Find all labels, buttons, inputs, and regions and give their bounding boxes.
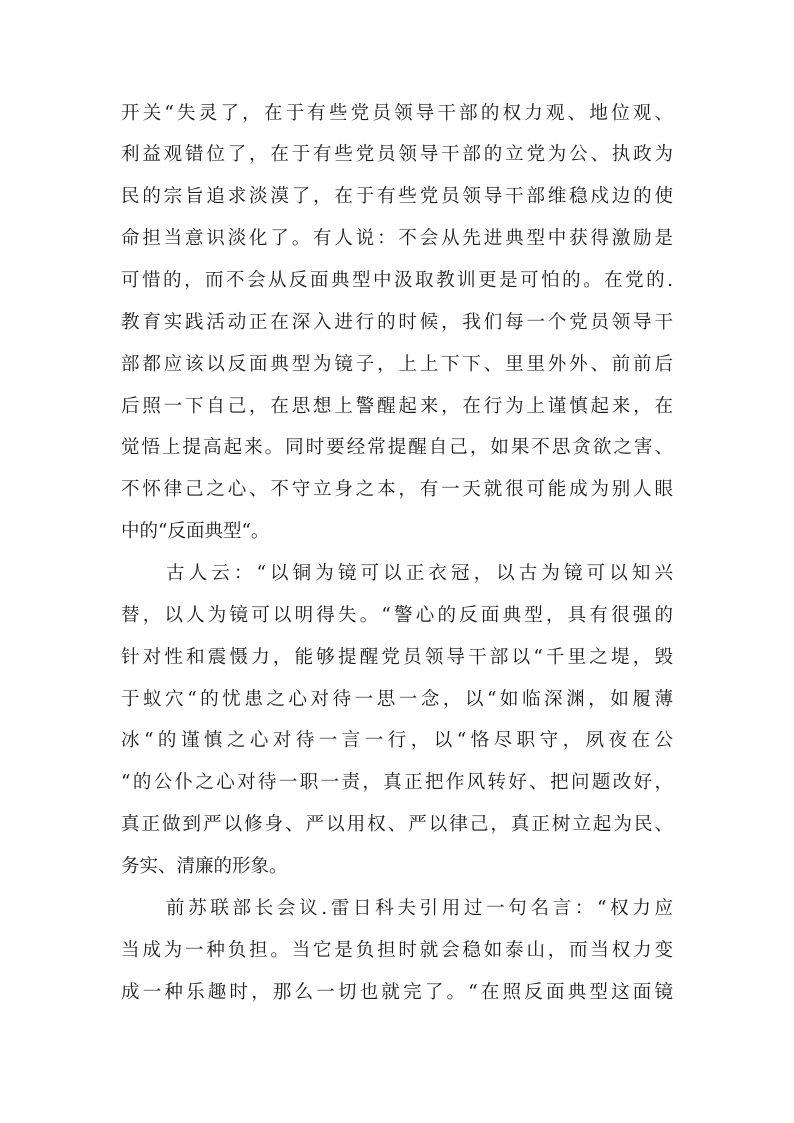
text-line: 成一种乐趣时，那么一切也就完了。“在照反面典型这面镜 (121, 982, 673, 1003)
text-line: 后照一下自己，在思想上警醒起来，在行为上谨慎起来，在 (121, 396, 673, 417)
text-line: 利益观错位了，在于有些党员领导干部的立党为公、执政为 (121, 144, 673, 165)
text-line: 真正做到严以修身、严以用权、严以律己，真正树立起为民、 (121, 814, 673, 835)
text-line: 中的“反面典型“。 (121, 521, 270, 542)
text-line: 部都应该以反面典型为镜子，上上下下、里里外外、前前后 (121, 354, 673, 375)
paragraph-first-line: 古人云：“以铜为镜可以正衣冠，以古为镜可以知兴 (166, 563, 673, 584)
text-line: 当成为一种负担。当它是负担时就会稳如泰山，而当权力变 (121, 940, 673, 961)
text-line: 不怀律己之心、不守立身之本，有一天就很可能成为别人眼 (121, 479, 673, 500)
text-line: 于蚁穴“的忧患之心对待一思一念，以“如临深渊，如履薄 (121, 689, 673, 710)
text-line: 教育实践活动正在深入进行的时候，我们每一个党员领导干 (121, 312, 673, 333)
text-line: 务实、清廉的形象。 (121, 856, 288, 877)
text-line: 民的宗旨追求淡漠了，在于有些党员领导干部维稳戍边的使 (121, 186, 673, 207)
text-line: 替，以人为镜可以明得失。“警心的反面典型，具有很强的 (121, 605, 673, 626)
text-line: 可惜的，而不会从反面典型中汲取教训更是可怕的。在党的. (121, 270, 673, 291)
text-line: 命担当意识淡化了。有人说：不会从先进典型中获得激励是 (121, 228, 673, 249)
text-line: 冰“的谨慎之心对待一言一行，以“恪尽职守，夙夜在公 (121, 730, 673, 751)
text-line: 开关“失灵了，在于有些党员领导干部的权力观、地位观、 (121, 103, 673, 124)
text-line: “的公仆之心对待一职一责，真正把作风转好、把问题改好， (121, 772, 673, 793)
text-line: 觉悟上提高起来。同时要经常提醒自己，如果不思贪欲之害、 (121, 437, 673, 458)
paragraph-first-line: 前苏联部长会议.雷日科夫引用过一句名言：“权力应 (166, 898, 673, 919)
text-line: 针对性和震慑力，能够提醒党员领导干部以“千里之堤，毁 (121, 647, 673, 668)
